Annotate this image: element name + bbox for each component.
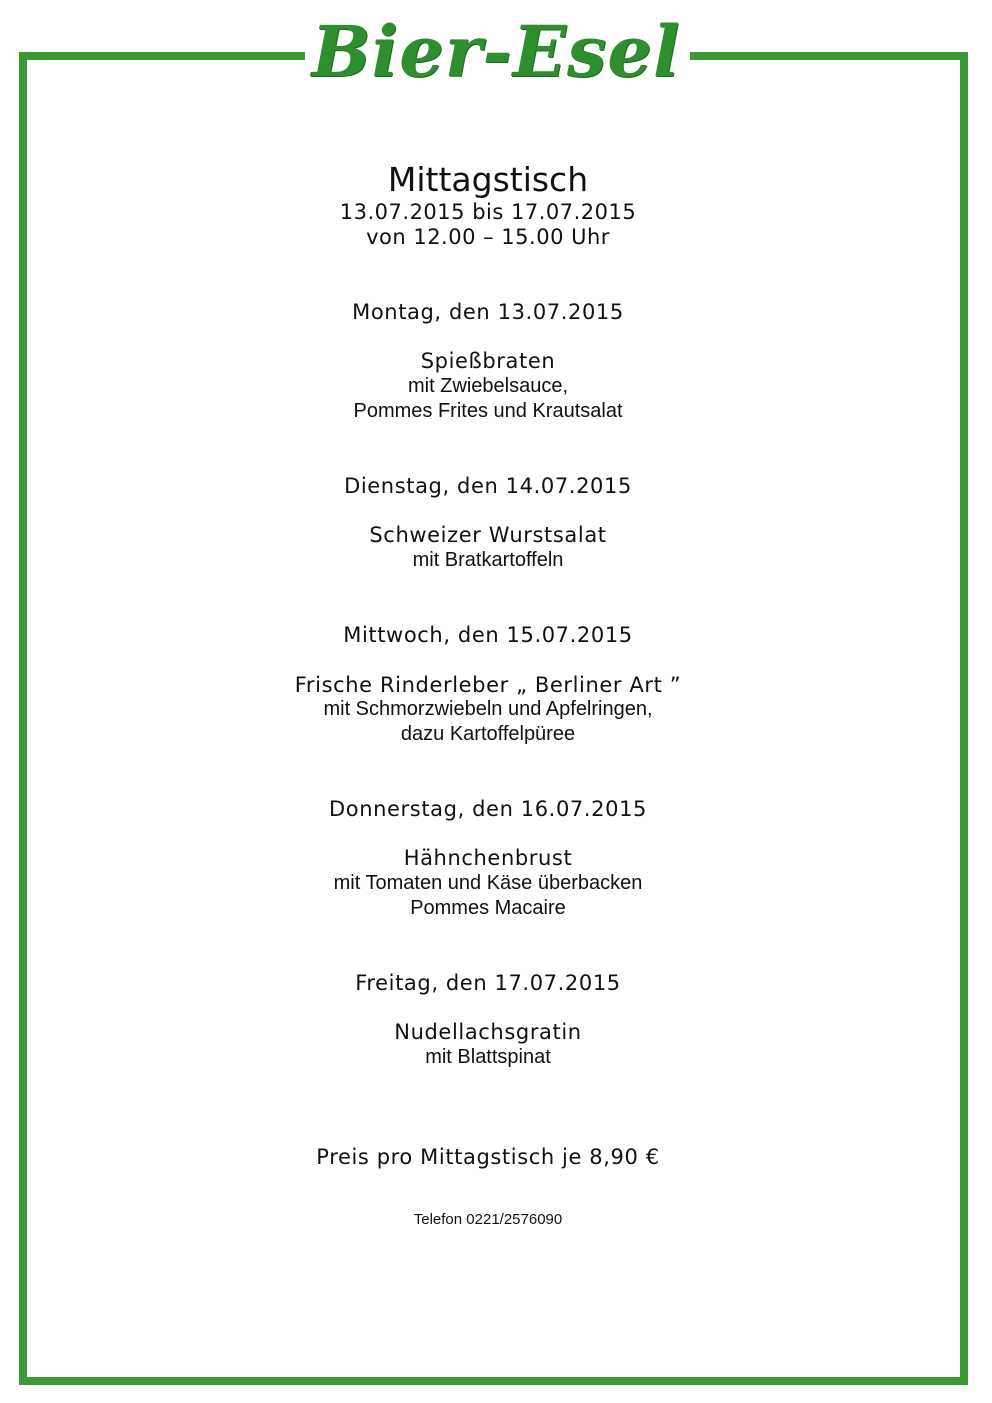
day-heading-wednesday: Mittwoch, den 15.07.2015: [343, 623, 633, 647]
day-heading-thursday: Donnerstag, den 16.07.2015: [329, 797, 647, 821]
dish-name-wednesday: Frische Rinderleber „ Berliner Art ”: [294, 673, 682, 697]
dish-desc-monday-2: Pommes Frites und Krautsalat: [353, 400, 623, 422]
dish-desc-wednesday-2: dazu Kartoffelpüree: [400, 723, 576, 745]
day-heading-tuesday: Dienstag, den 14.07.2015: [344, 474, 632, 498]
phone-number: Telefon 0221/2576090: [413, 1211, 563, 1228]
day-heading-friday: Freitag, den 17.07.2015: [355, 971, 621, 995]
time-range: von 12.00 – 15.00 Uhr: [366, 225, 610, 249]
dish-desc-thursday-2: Pommes Macaire: [410, 897, 566, 919]
dish-desc-monday-1: mit Zwiebelsauce,: [407, 375, 569, 397]
dish-name-thursday: Hähnchenbrust: [403, 846, 573, 870]
dish-name-friday: Nudellachsgratin: [394, 1020, 582, 1044]
dish-name-monday: Spießbraten: [420, 349, 556, 373]
dish-desc-tuesday-1: mit Bratkartoffeln: [412, 549, 564, 571]
brand-logo: Bier-Esel: [311, 10, 681, 93]
price-line: Preis pro Mittagstisch je 8,90 €: [316, 1145, 660, 1169]
menu-title: Mittagstisch: [387, 160, 589, 199]
dish-desc-thursday-1: mit Tomaten und Käse überbacken: [333, 872, 643, 894]
day-heading-monday: Montag, den 13.07.2015: [352, 300, 624, 324]
dish-desc-wednesday-1: mit Schmorzwiebeln und Apfelringen,: [323, 698, 653, 720]
dish-desc-friday-1: mit Blattspinat: [425, 1046, 551, 1068]
dish-name-tuesday: Schweizer Wurstsalat: [369, 523, 607, 547]
date-range: 13.07.2015 bis 17.07.2015: [339, 200, 637, 224]
